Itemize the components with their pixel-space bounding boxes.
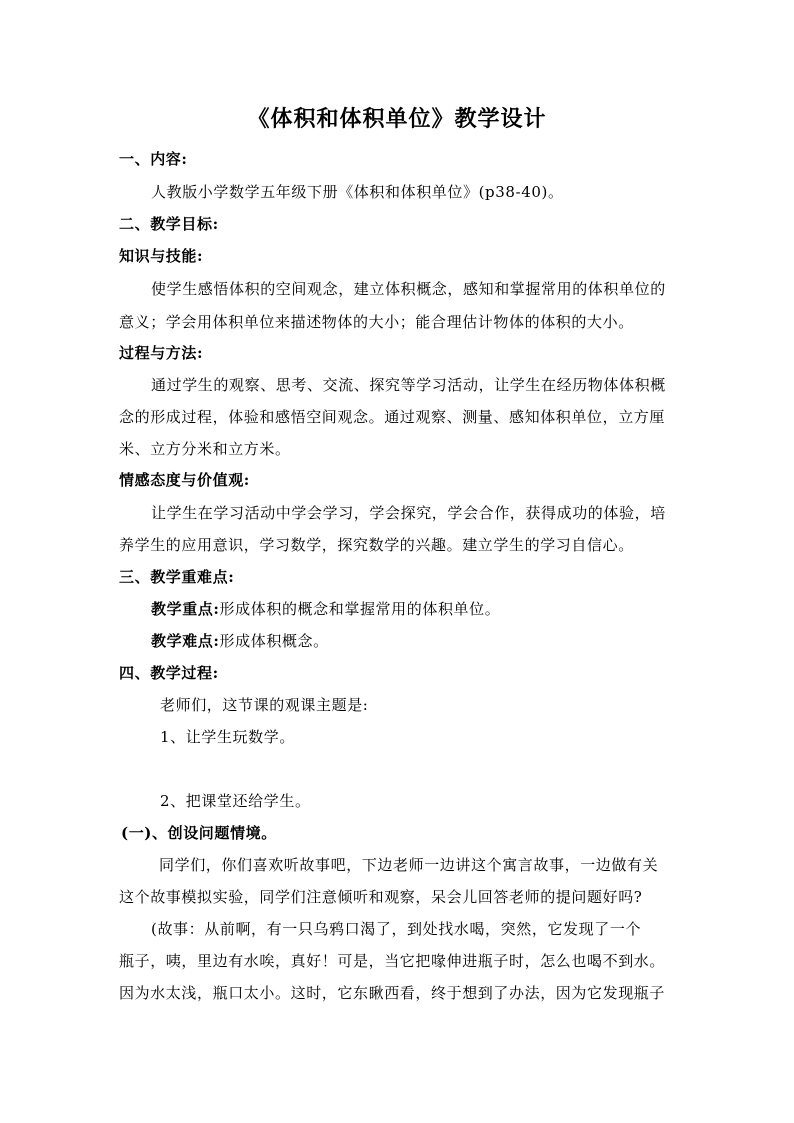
difficult-point-label: 教学难点:: [151, 632, 220, 650]
paragraph-line: 让学生在学习活动中学会学习，学会探究，学会合作，获得成功的体验，培: [151, 504, 666, 522]
subheading-knowledge: 知识与技能:: [119, 247, 204, 265]
difficult-point-row: [151, 631, 329, 651]
section-heading-content: 一、内容:: [119, 150, 188, 168]
paragraph-line: 同学们，你们喜欢听故事吧，下边老师一边讲这个寓言故事，一边做有关: [159, 856, 659, 874]
subheading-process: 过程与方法:: [119, 344, 204, 362]
key-point-label: 教学重点:: [151, 600, 220, 618]
section-heading-process: 四、教学过程:: [119, 664, 219, 682]
difficult-point-text: 形成体积概念。: [219, 632, 329, 650]
content-text: 人教版小学数学五年级下册《体积和体积单位》(p38-40)。: [151, 183, 564, 201]
document-title: 《体积和体积单位》教学设计: [247, 106, 547, 132]
observation-intro: 老师们，这节课的观课主题是:: [160, 696, 369, 714]
paragraph-line: 念的形成过程，体验和感悟空间观念。通过观察、测量、感知体积单位，立方厘: [119, 408, 666, 426]
paragraph-line: 米、立方分米和立方米。: [119, 440, 291, 458]
observation-theme-2: 2、把课堂还给学生。: [160, 792, 311, 810]
paragraph-line: 养学生的应用意识，学习数学，探究数学的兴趣。建立学生的学习自信心。: [119, 536, 634, 554]
story-line: (故事：从前啊，有一只乌鸦口渴了，到处找水喝，突然，它发现了一个: [151, 920, 642, 938]
paragraph-line: 通过学生的观察、思考、交流、探究等学习活动，让学生在经历物体体积概: [151, 376, 666, 394]
subheading-emotion: 情感态度与价值观:: [119, 471, 250, 489]
story-line: 瓶子，咦，里边有水唉，真好！可是，当它把喙伸进瓶子时，怎么也喝不到水。: [119, 952, 666, 970]
key-point-text: 形成体积的概念和掌握常用的体积单位。: [219, 600, 501, 618]
story-line: 因为水太浅，瓶口太小。这时，它东瞅西看，终于想到了办法，因为它发现瓶子: [119, 984, 666, 1002]
paragraph-line: 这个故事模拟实验，同学们注意倾听和观察，呆会儿回答老师的提问题好吗?: [119, 888, 643, 906]
section-heading-key-points: 三、教学重难点:: [119, 568, 235, 586]
observation-theme-1: 1、让学生玩数学。: [160, 728, 295, 746]
key-point-row: [151, 599, 500, 619]
subsection-heading-scenario: (一)、创设问题情境。: [121, 824, 277, 842]
paragraph-line: 使学生感悟体积的空间观念，建立体积概念，感知和掌握常用的体积单位的: [151, 280, 666, 298]
section-heading-objectives: 二、教学目标:: [119, 215, 219, 233]
paragraph-line: 意义；学会用体积单位来描述物体的大小；能合理估计物体的体积的大小。: [119, 313, 634, 331]
